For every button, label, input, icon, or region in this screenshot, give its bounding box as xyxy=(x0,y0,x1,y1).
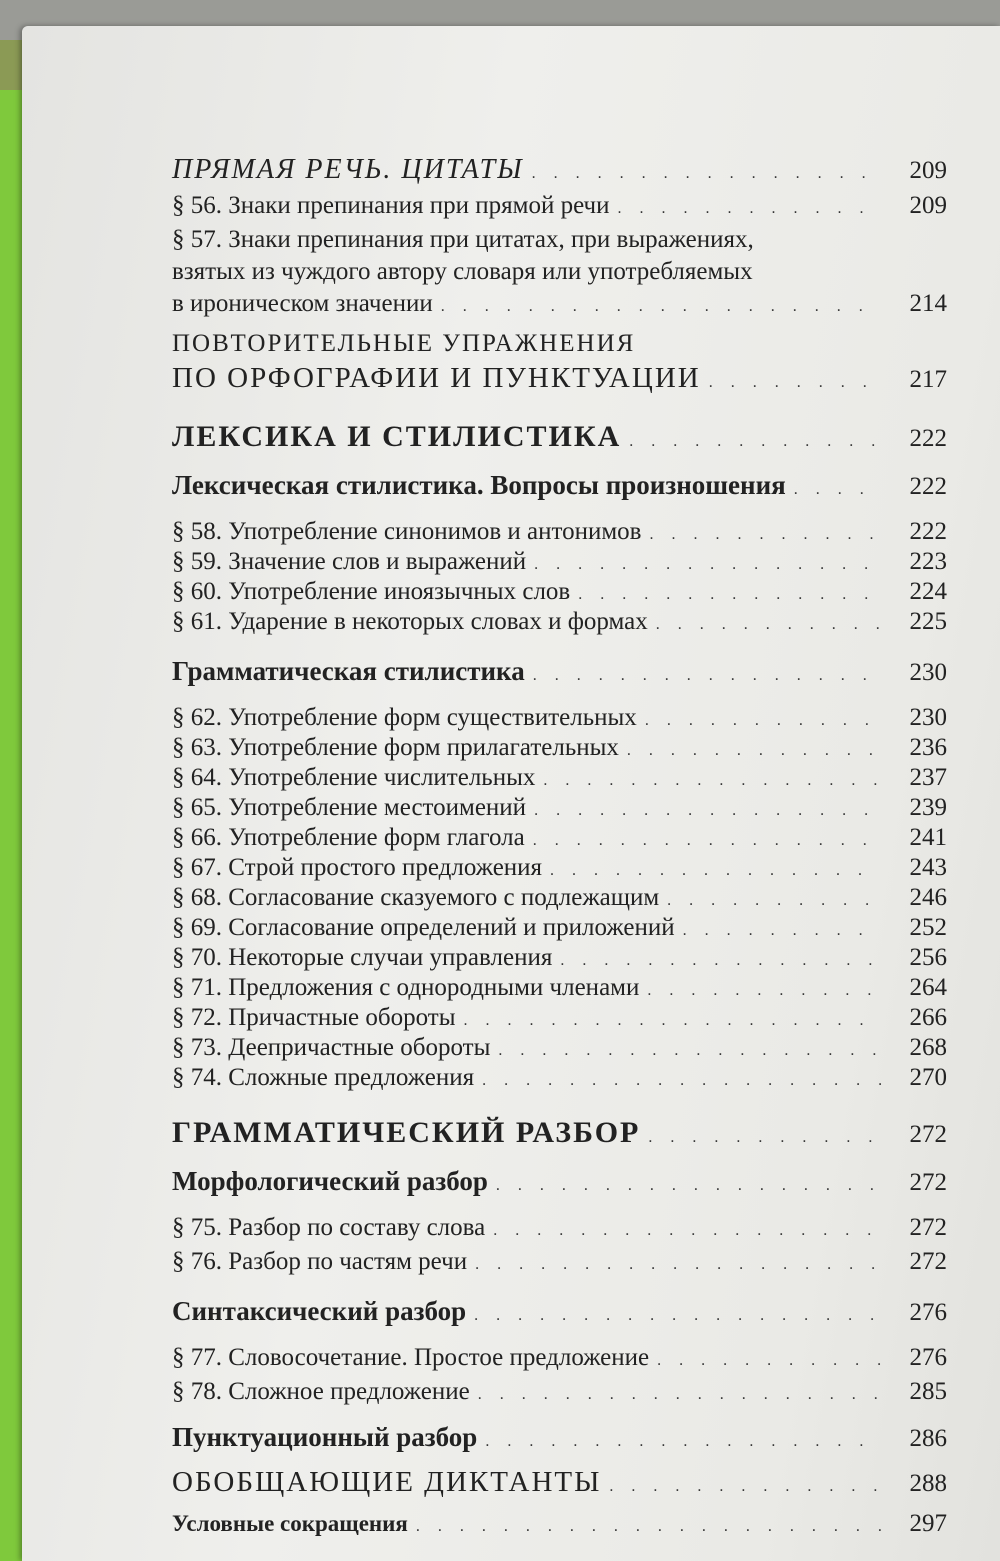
dot-leader xyxy=(496,1177,881,1195)
toc-label-line: § 57. Знаки препинания при цитатах, при выражениях, xyxy=(172,226,754,253)
toc-entry xyxy=(172,1510,947,1538)
toc-entry xyxy=(172,578,947,606)
toc-heading: ГРАММАТИЧЕСКИЙ РАЗБОР xyxy=(172,1116,641,1149)
toc-entry xyxy=(172,1214,947,1242)
page-number: 266 xyxy=(909,1004,947,1031)
toc-entry xyxy=(172,1466,947,1499)
toc-label: § 66. Употребление форм глагола xyxy=(172,824,525,851)
page-number: 209 xyxy=(909,192,947,219)
dot-leader xyxy=(609,1478,881,1496)
dot-leader xyxy=(648,1129,881,1147)
dot-leader xyxy=(493,1222,881,1240)
page-number: 209 xyxy=(909,157,947,184)
page-number: 222 xyxy=(909,425,947,452)
dot-leader xyxy=(475,1256,881,1274)
dot-leader xyxy=(550,862,881,880)
toc-entry xyxy=(172,914,947,942)
dot-leader xyxy=(657,1352,881,1370)
toc-entry xyxy=(172,884,947,912)
toc-heading: ОБОБЩАЮЩИЕ ДИКТАНТЫ xyxy=(172,1466,602,1498)
toc-label-line: взятых из чуждого автору словаря или употребляемых xyxy=(172,258,753,285)
dot-leader xyxy=(618,200,882,218)
toc-label: § 61. Ударение в некоторых словах и формах xyxy=(172,608,648,635)
page-number: 252 xyxy=(909,914,947,941)
dot-leader xyxy=(709,374,881,392)
toc-entry xyxy=(172,518,947,546)
toc-label: § 70. Некоторые случаи управления xyxy=(172,944,553,971)
toc-label: § 56. Знаки препинания при прямой речи xyxy=(172,192,610,219)
toc-label: § 76. Разбор по частям речи xyxy=(172,1248,468,1275)
toc-heading-line: ПОВТОРИТЕЛЬНЫЕ УПРАЖНЕНИЯ xyxy=(172,330,636,357)
toc-entry xyxy=(172,362,947,395)
page-number: 246 xyxy=(909,884,947,911)
toc-label: § 63. Употребление форм прилагательных xyxy=(172,734,619,761)
toc-heading: ЛЕКСИКА И СТИЛИСТИКА xyxy=(172,420,622,453)
page-number: 237 xyxy=(909,764,947,791)
toc-entry xyxy=(172,944,947,972)
dot-leader xyxy=(645,712,881,730)
toc-entry xyxy=(172,1034,947,1062)
toc-entry xyxy=(172,1378,947,1406)
dot-leader xyxy=(647,982,881,1000)
page-number: 264 xyxy=(909,974,947,1001)
dot-leader xyxy=(543,772,881,790)
page-number: 272 xyxy=(909,1169,947,1196)
toc-label: § 65. Употребление местоимений xyxy=(172,794,527,821)
page-number: 297 xyxy=(909,1510,947,1537)
toc-heading: ПО ОРФОГРАФИИ И ПУНКТУАЦИИ xyxy=(172,362,701,394)
page-number: 256 xyxy=(909,944,947,971)
page-number: 286 xyxy=(909,1425,947,1452)
dot-leader xyxy=(667,892,881,910)
toc-label: § 72. Причастные обороты xyxy=(172,1004,456,1031)
toc-label: § 68. Согласование сказуемого с подлежащим xyxy=(172,884,660,911)
dot-leader xyxy=(534,802,881,820)
toc-entry xyxy=(172,974,947,1002)
toc-entry xyxy=(172,1248,947,1276)
toc-entry xyxy=(172,192,947,220)
toc-label: § 73. Деепричастные обороты xyxy=(172,1034,491,1061)
toc-label: в ироническом значении xyxy=(172,290,433,317)
toc-entry xyxy=(172,420,947,454)
toc-entry xyxy=(172,854,947,882)
toc-label: § 60. Употребление иноязычных слов xyxy=(172,578,571,605)
toc-entry xyxy=(172,794,947,822)
toc-entry xyxy=(172,470,947,501)
page-number: 225 xyxy=(909,608,947,635)
toc-subheading: Синтаксический разбор xyxy=(172,1296,467,1326)
page-number: 241 xyxy=(909,824,947,851)
page-number: 236 xyxy=(909,734,947,761)
dot-leader xyxy=(649,526,881,544)
toc-label: Условные сокращения xyxy=(172,1511,408,1536)
toc-label: § 59. Значение слов и выражений xyxy=(172,548,527,575)
toc-label: § 62. Употребление форм существительных xyxy=(172,704,637,731)
dot-leader xyxy=(656,616,881,634)
toc-entry xyxy=(172,290,947,318)
page-number: 272 xyxy=(909,1248,947,1275)
toc-entry xyxy=(172,704,947,732)
page-number: 217 xyxy=(909,366,947,393)
dot-leader xyxy=(478,1386,881,1404)
page-number: 276 xyxy=(909,1299,947,1326)
toc-entry xyxy=(172,656,947,687)
page-number: 223 xyxy=(909,548,947,575)
dot-leader xyxy=(533,667,881,685)
page-number: 239 xyxy=(909,794,947,821)
toc-label: § 64. Употребление числительных xyxy=(172,764,536,791)
page-number: 230 xyxy=(909,704,947,731)
toc-entry xyxy=(172,154,947,186)
page-number: 270 xyxy=(909,1064,947,1091)
toc-entry xyxy=(172,1422,947,1453)
toc-label: § 71. Предложения с однородными членами xyxy=(172,974,640,1001)
page-number: 272 xyxy=(909,1121,947,1148)
toc-entry xyxy=(172,1116,947,1150)
toc-heading: ПРЯМАЯ РЕЧЬ. ЦИТАТЫ xyxy=(172,154,524,185)
dot-leader xyxy=(560,952,881,970)
book-page xyxy=(22,26,1000,1561)
toc-label: § 74. Сложные предложения xyxy=(172,1064,475,1091)
page-number: 222 xyxy=(909,518,947,545)
dot-leader xyxy=(482,1072,881,1090)
page-number: 288 xyxy=(909,1470,947,1497)
toc-entry xyxy=(172,734,947,762)
toc-entry xyxy=(172,764,947,792)
toc-entry xyxy=(172,608,947,636)
dot-leader xyxy=(441,298,881,316)
dot-leader xyxy=(498,1042,881,1060)
dot-leader xyxy=(532,165,881,183)
toc-entry xyxy=(172,824,947,852)
dot-leader xyxy=(794,481,881,499)
toc-entry xyxy=(172,1296,947,1327)
dot-leader xyxy=(629,433,881,451)
toc-label: § 75. Разбор по составу слова xyxy=(172,1214,486,1241)
dot-leader xyxy=(683,922,881,940)
toc-subheading: Морфологический разбор xyxy=(172,1166,488,1196)
toc-entry xyxy=(172,1064,947,1092)
dot-leader xyxy=(627,742,881,760)
page-number: 230 xyxy=(909,659,947,686)
toc-entry xyxy=(172,548,947,576)
dot-leader xyxy=(534,556,881,574)
page-number: 243 xyxy=(909,854,947,881)
toc-label: § 77. Словосочетание. Простое предложение xyxy=(172,1344,650,1371)
page-number: 272 xyxy=(909,1214,947,1241)
toc-label: § 58. Употребление синонимов и антонимов xyxy=(172,518,642,545)
toc-label: § 78. Сложное предложение xyxy=(172,1378,470,1405)
page-number: 285 xyxy=(909,1378,947,1405)
toc-subheading: Лексическая стилистика. Вопросы произношения xyxy=(172,470,786,500)
toc-label: § 69. Согласование определений и приложений xyxy=(172,914,675,941)
dot-leader xyxy=(474,1307,881,1325)
dot-leader xyxy=(485,1433,881,1451)
toc-subheading: Грамматическая стилистика xyxy=(172,656,525,686)
page-number: 268 xyxy=(909,1034,947,1061)
toc-entry xyxy=(172,1344,947,1372)
dot-leader xyxy=(533,832,881,850)
dot-leader xyxy=(416,1518,881,1536)
page-number: 214 xyxy=(909,290,947,317)
page-number: 276 xyxy=(909,1344,947,1371)
toc-label: § 67. Строй простого предложения xyxy=(172,854,543,881)
page-number: 224 xyxy=(909,578,947,605)
toc-entry xyxy=(172,1166,947,1197)
toc-subheading: Пунктуационный разбор xyxy=(172,1422,478,1452)
dot-leader xyxy=(464,1012,881,1030)
dot-leader xyxy=(578,586,881,604)
page-number: 222 xyxy=(909,473,947,500)
toc-entry xyxy=(172,1004,947,1032)
